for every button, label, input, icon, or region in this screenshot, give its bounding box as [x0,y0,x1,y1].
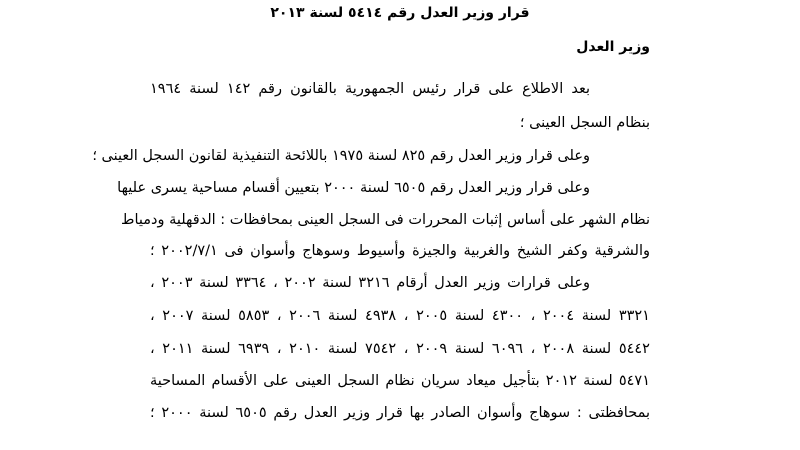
text-line-5: نظام الشهر على أساس إثبات المحررات فى السجل العينى بمحافظات : الدقهلية ودمياط [121,212,650,228]
text-line-4: وعلى قرار وزير العدل رقم ٦٥٠٥ لسنة ٢٠٠٠ بتعيين أقسام مساحية يسرى عليها [117,180,590,196]
text-line-6: والشرقية وكفر الشيخ والغربية والجيزة وأسيوط وسوهاج وأسوان فى ٢٠٠٢/٧/١ ؛ [150,243,651,259]
text-line-9: ٥٤٤٢ لسنة ٢٠٠٨ ، ٦٠٩٦ لسنة ٢٠٠٩ ، ٧٥٤٢ لسنة ٢٠١٠ ، ٦٩٣٩ لسنة ٢٠١١ ، [150,341,650,357]
text-line-11: بمحافظتى : سوهاج وأسوان الصادر بها قرار وزير العدل رقم ٦٥٠٥ لسنة ٢٠٠٠ ؛ [150,405,651,421]
text-line-10: ٥٤٧١ لسنة ٢٠١٢ بتأجيل ميعاد سريان نظام السجل العينى على الأقسام المساحية [150,373,650,389]
text-line-1: بعد الاطلاع على قرار رئيس الجمهورية بالقانون رقم ١٤٢ لسنة ١٩٦٤ [150,81,590,97]
document-heading: وزير العدل [576,39,650,55]
document-title: قرار وزير العدل رقم ٥٤١٤ لسنة ٢٠١٣ [270,5,530,21]
text-line-7: وعلى قرارات وزير العدل أرقام ٣٢١٦ لسنة ٢٠٠٢ ، ٣٣٦٤ لسنة ٢٠٠٣ ، [150,275,590,291]
document-page [92,0,651,450]
text-line-8: ٣٣٢١ لسنة ٢٠٠٤ ، ٤٣٠٠ لسنة ٢٠٠٥ ، ٤٩٣٨ لسنة ٢٠٠٦ ، ٥٨٥٣ لسنة ٢٠٠٧ ، [150,308,650,324]
text-line-2: بنظام السجل العينى ؛ [519,115,650,131]
text-line-3: وعلى قرار وزير العدل رقم ٨٢٥ لسنة ١٩٧٥ باللائحة التنفيذية لقانون السجل العينى ؛ [92,148,590,164]
